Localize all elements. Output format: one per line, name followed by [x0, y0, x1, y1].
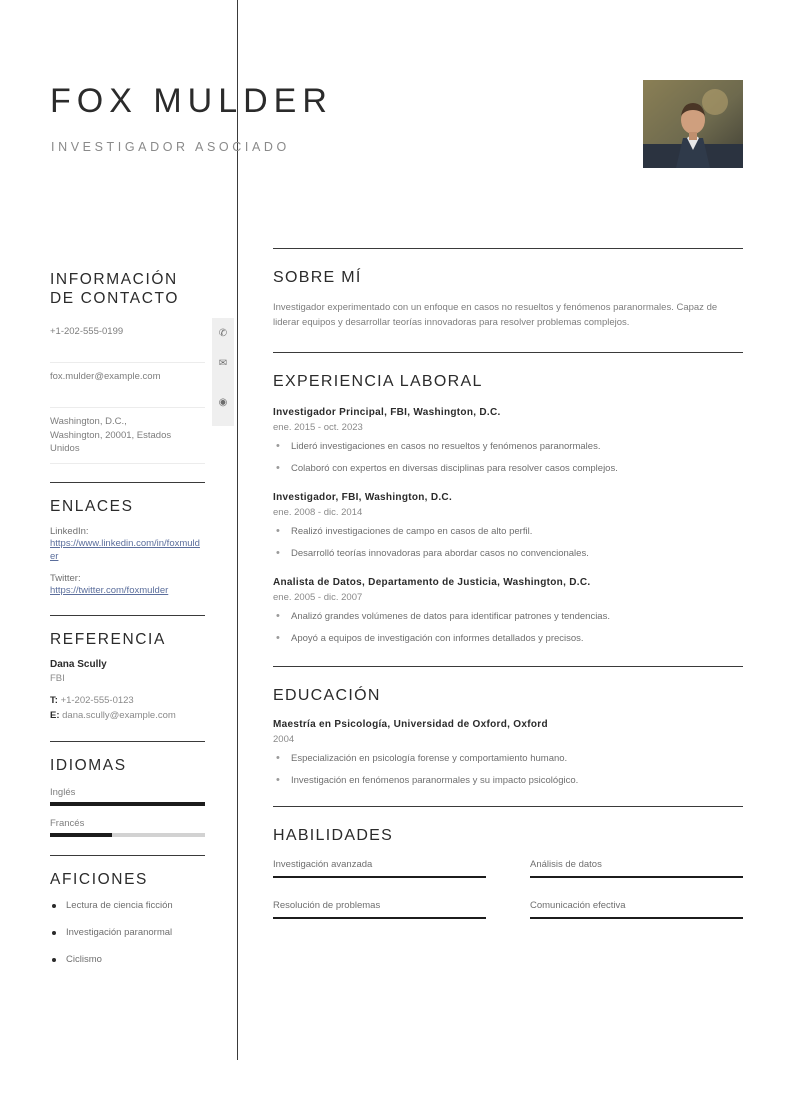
list-item: • Apoyó a equipos de investigación con informes detallados y precisos. — [273, 632, 743, 646]
skills-title: HABILIDADES — [273, 827, 394, 844]
skill-item — [530, 859, 743, 878]
divider — [273, 352, 743, 353]
list-item: • Analizó grandes volúmenes de datos para identificar patrones y tendencias. — [273, 610, 743, 624]
link-url-twitter[interactable]: https://twitter.com/foxmulder — [50, 584, 169, 596]
contact-icon-column — [212, 318, 234, 426]
contact-row — [50, 363, 205, 408]
reference-email: dana.scully@example.com — [62, 709, 176, 721]
links-section — [50, 497, 205, 597]
languages-title: IDIOMAS — [50, 756, 127, 774]
skills-grid — [273, 859, 743, 941]
reference-name: Dana Scully — [50, 658, 107, 670]
skill-item — [273, 900, 486, 919]
reference-phone-label: T: — [50, 694, 58, 706]
list-item: Ciclismo — [50, 953, 205, 967]
education-section — [273, 687, 743, 788]
divider — [50, 741, 205, 742]
experience-title: EXPERIENCIA LABORAL — [273, 373, 483, 390]
job-subtitle: INVESTIGADOR ASOCIADO — [51, 140, 290, 154]
reference-email-row — [50, 708, 205, 723]
page-title: FOX MULDER — [50, 82, 333, 120]
about-title: SOBRE MÍ — [273, 269, 362, 286]
language-level-bar — [50, 802, 205, 806]
divider — [50, 855, 205, 856]
experience-item — [273, 492, 743, 561]
language-name: Inglés — [50, 786, 76, 798]
divider — [273, 666, 743, 667]
contact-title-line1: INFORMACIÓN — [50, 271, 178, 288]
contact-email: fox.mulder@example.com — [50, 371, 161, 382]
skill-label: Análisis de datos — [530, 859, 602, 870]
hobbies-list — [50, 899, 205, 967]
reference-section — [50, 630, 205, 723]
skill-bar — [530, 917, 743, 919]
education-title: EDUCACIÓN — [273, 687, 381, 704]
resume-header — [0, 60, 794, 190]
location-pin-icon: ◉ — [218, 396, 228, 408]
divider — [273, 248, 743, 249]
link-url-linkedin[interactable]: https://www.linkedin.com/in/foxmulder — [50, 537, 200, 562]
reference-title: REFERENCIA — [50, 630, 166, 648]
language-name: Francés — [50, 817, 85, 829]
reference-phone-row — [50, 693, 205, 708]
job-title: Analista de Datos, Departamento de Justicia, Washington, D.C. — [273, 577, 591, 588]
skill-item — [530, 900, 743, 919]
job-dates: ene. 2005 - dic. 2007 — [273, 592, 363, 603]
education-year: 2004 — [273, 734, 295, 745]
list-item: • Lideró investigaciones en casos no resueltos y fenómenos paranormales. — [273, 440, 743, 454]
job-bullets — [273, 610, 743, 646]
skill-bar — [530, 876, 743, 878]
contact-title-line2: DE CONTACTO — [50, 290, 179, 307]
contact-row — [50, 408, 205, 464]
contact-section — [50, 270, 228, 464]
reference-phone: +1-202-555-0123 — [60, 694, 134, 706]
job-title: Investigador, FBI, Washington, D.C. — [273, 492, 453, 503]
sidebar — [50, 270, 228, 980]
job-title: Investigador Principal, FBI, Washington, D.C. — [273, 407, 501, 418]
hobbies-title: AFICIONES — [50, 870, 148, 888]
link-label-linkedin: LinkedIn: — [50, 525, 89, 537]
job-bullets — [273, 440, 743, 476]
divider — [273, 806, 743, 807]
language-level-bar — [50, 833, 205, 837]
list-item: • Investigación en fenómenos paranormales y su impacto psicológico. — [273, 774, 743, 788]
reference-org: FBI — [50, 672, 65, 684]
experience-section — [273, 373, 743, 646]
avatar — [643, 80, 743, 168]
education-degree: Maestría en Psicología, Universidad de Oxford, Oxford — [273, 719, 548, 730]
contact-list — [50, 318, 228, 464]
list-item: • Colaboró con expertos en diversas disciplinas para resolver casos complejos. — [273, 462, 743, 476]
about-section — [273, 269, 743, 330]
job-dates: ene. 2008 - dic. 2014 — [273, 507, 363, 518]
contact-row — [50, 318, 205, 363]
skill-label: Comunicación efectiva — [530, 900, 626, 911]
language-level-fill — [50, 802, 205, 806]
hobbies-section — [50, 870, 205, 967]
skill-label: Investigación avanzada — [273, 859, 373, 870]
list-item: Lectura de ciencia ficción — [50, 899, 205, 913]
skill-bar — [273, 917, 486, 919]
reference-email-label: E: — [50, 709, 60, 721]
mail-icon: ✉ — [218, 357, 228, 369]
skill-item — [273, 859, 486, 878]
job-bullets — [273, 525, 743, 561]
divider — [50, 482, 205, 483]
phone-icon: ✆ — [218, 327, 228, 339]
contact-phone: +1-202-555-0199 — [50, 326, 124, 337]
profile-photo-illustration — [643, 80, 743, 168]
experience-item — [273, 407, 743, 476]
divider — [50, 615, 205, 616]
link-label-twitter: Twitter: — [50, 572, 81, 584]
job-dates: ene. 2015 - oct. 2023 — [273, 422, 363, 433]
skill-label: Resolución de problemas — [273, 900, 381, 911]
contact-title — [50, 270, 205, 308]
main-content — [273, 248, 743, 941]
list-item: • Especialización en psicología forense y comportamiento humano. — [273, 752, 743, 766]
skills-section — [273, 827, 743, 941]
list-item: Investigación paranormal — [50, 926, 205, 940]
links-title: ENLACES — [50, 497, 134, 515]
list-item: • Desarrolló teorías innovadoras para abordar casos no convencionales. — [273, 547, 743, 561]
languages-section — [50, 756, 205, 837]
about-text: Investigador experimentado con un enfoque en casos no resueltos y fenómenos paranormales. Capaz de liderar equipos y desarrollar teorías innovadoras para resolver problemas complejos. — [273, 302, 718, 328]
contact-address: Washington, D.C., Washington, 20001, Estados Unidos — [50, 416, 172, 454]
education-bullets — [273, 752, 743, 788]
language-level-fill — [50, 833, 112, 837]
experience-item — [273, 577, 743, 646]
list-item: • Realizó investigaciones de campo en casos de alto perfil. — [273, 525, 743, 539]
skill-bar — [273, 876, 486, 878]
